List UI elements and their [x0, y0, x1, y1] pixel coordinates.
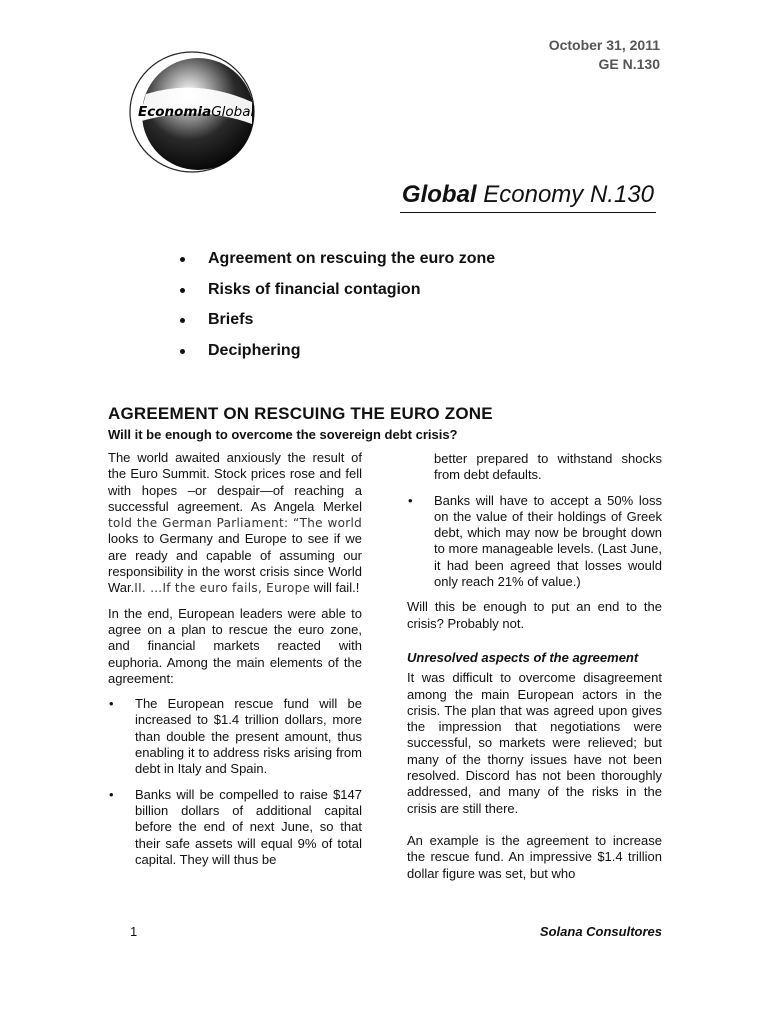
- merkel-quote: told the German Parliament: “The world: [108, 516, 362, 531]
- section-heading: AGREEMENT ON RESCUING THE EURO ZONE: [108, 404, 493, 423]
- logo-text-regular: Global: [211, 104, 255, 120]
- bullet-icon: [180, 318, 185, 323]
- paragraph: It was difficult to overcome disagreement among the main European actors in the crisis. The plan that was agreed upon gives the impression that negotiations were successful, so markets were relieved; but many of the thorny issues have not been resolved. Discord has not been thoroughly addressed, and many of the risks in the crisis are still there.: [407, 670, 662, 816]
- logo-text-bold: Economia: [138, 104, 212, 120]
- document-title: [400, 178, 656, 213]
- section-subheading: Will it be enough to overcome the sovereign debt crisis?: [108, 427, 458, 442]
- bullet-icon: [180, 349, 185, 354]
- toc-item: Risks of financial contagion: [178, 279, 495, 310]
- bullet-icon: •: [109, 786, 114, 802]
- issue-date: October 31, 2011: [548, 37, 660, 53]
- footer-brand: Solana Consultores: [539, 924, 662, 939]
- right-column: [407, 451, 662, 891]
- merkel-quote: II. …If the euro fails, Europe: [134, 581, 311, 596]
- toc-item: Briefs: [178, 309, 495, 340]
- list-item: • The European rescue fund will be increased to $1.4 trillion dollars, more than double the present amount, thus enabling it to address risks arising from debt in Italy and Spain.: [109, 696, 362, 777]
- toc-item: Deciphering: [178, 340, 495, 371]
- bullet-icon: [180, 257, 185, 262]
- list-item-continued: better prepared to withstand shocks from debt defaults.: [434, 451, 662, 483]
- left-column: [108, 450, 362, 877]
- paragraph: An example is the agreement to increase the rescue fund. An impressive $1.4 trillion dollar figure was set, but who: [407, 832, 662, 881]
- svg-text:EconomiaGlobal: [138, 104, 255, 120]
- title-bold: Global: [401, 181, 477, 208]
- paragraph: Will this be enough to put an end to the crisis? Probably not.: [407, 599, 662, 631]
- title-rest: Economy N.130: [476, 181, 654, 208]
- bullet-icon: •: [408, 492, 413, 508]
- toc-item: Agreement on rescuing the euro zone: [178, 248, 495, 279]
- paragraph: The world awaited anxiously the result of the Euro Summit. Stock prices rose and fell with hopes –or despair—of reaching a successful agreement. As Angela Merkel told the German Parliament: “The world looks to Germany and Europe to see if we are ready and capable of assuming our responsibility in the worst crisis since World War.II. …If the euro fails, Europe will fail.!: [108, 450, 362, 596]
- agreement-elements-list: [108, 696, 362, 868]
- agreement-elements-list-continued: [407, 451, 662, 590]
- bullet-icon: •: [109, 696, 114, 712]
- paragraph: In the end, European leaders were able to agree on a plan to rescue the euro zone, and financial markets reacted with euphoria. Among the main elements of the agreement:: [108, 605, 362, 686]
- economia-global-logo: [128, 50, 258, 180]
- issue-code: GE N.130: [598, 56, 660, 72]
- list-item: • Banks will be compelled to raise $147 billion dollars of additional capital before the end of next June, so that their safe assets will equal 9% of total capital. They will thus be: [109, 786, 362, 867]
- header-meta: [549, 36, 660, 74]
- page-number: 1: [130, 924, 138, 939]
- bullet-icon: [180, 288, 185, 293]
- list-item: • Banks will have to accept a 50% loss on the value of their holdings of Greek debt, which may now be brought down to more manageable levels. (Last June, it had been agreed that losses would only reach 21% of value.): [408, 492, 662, 590]
- subsection-heading: Unresolved aspects of the agreement: [407, 649, 639, 665]
- table-of-contents: [178, 248, 495, 370]
